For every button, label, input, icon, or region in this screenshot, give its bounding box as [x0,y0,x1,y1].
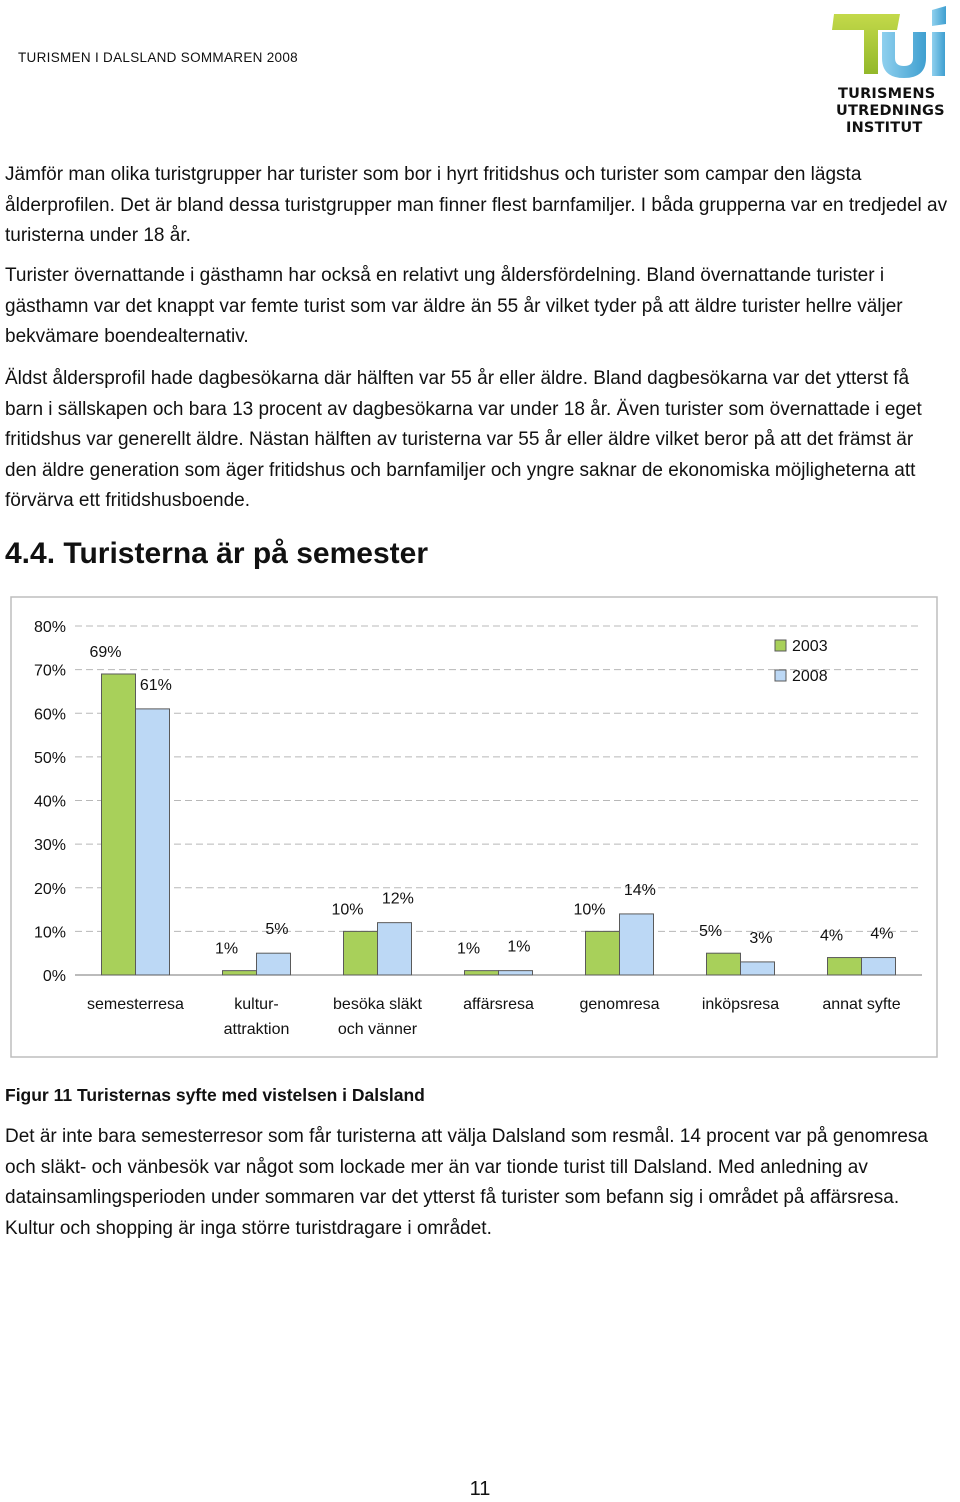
paragraph: Turister övernattande i gästhamn har också en relativt ung åldersfördelning. Bland övernattande turister i gästhamn var det knappt var femte turist som var äldre än 55 år vilket tyder på att äldre turister hellre väljer bekvämare boendealternativ. [5,265,903,347]
data-label: 69% [89,643,122,661]
paragraph: Jämför man olika turistgrupper har turister som bor i hyrt fritidshus och turister som campar den lägsta ålderprofilen. Det är bland dessa turistgrupper man finner flest barnfamiljer. I båda grupperna var en tredjedel av turisterna under 18 år. [5,164,948,246]
bar-2008 [862,958,896,975]
y-tick-label: 40% [33,793,66,811]
x-tick-label: semesterresa [87,996,184,1013]
y-tick-label: 60% [33,706,66,724]
bar-2008 [136,709,170,975]
bar-2003 [828,958,862,975]
legend-swatch [775,640,786,651]
bar-2008 [378,923,412,975]
logo-wordmark [838,86,958,137]
y-tick-label: 10% [33,924,66,942]
data-label: 4% [819,927,844,945]
bar-2003 [344,931,378,975]
y-tick-label: 50% [33,749,66,767]
logo-line: TURISMENS [838,86,936,102]
y-tick-label: 80% [33,619,66,636]
data-label: 12% [381,890,414,908]
legend-label: 2008 [792,668,828,685]
page-number: 11 [469,1478,491,1500]
figure-caption: Figur 11 Turisternas syfte med vistelsen i Dalsland [5,1085,425,1105]
data-label: 3% [749,929,773,947]
y-tick-label: 0% [42,968,66,985]
data-label: 1% [214,940,239,958]
bar-2003 [223,971,257,975]
chart-container [0,592,960,1071]
section-heading: 4.4. Turisterna är på semester [5,537,428,570]
data-label: 10% [331,901,364,919]
data-label: 1% [456,940,481,958]
x-tick-label: kultur- [234,996,279,1013]
running-header: TURISMEN I DALSLAND SOMMAREN 2008 [18,50,298,65]
bar-2003 [586,931,620,975]
bar-2008 [499,971,533,975]
y-tick-label: 70% [33,662,66,680]
data-label: 1% [507,938,531,956]
bar-chart [0,592,960,1066]
logo-line: INSTITUT [846,120,923,136]
data-label: 10% [573,901,606,919]
legend-label: 2003 [792,638,828,655]
bar-2003 [465,971,499,975]
x-tick-label: genomresa [579,996,660,1013]
data-label: 61% [139,676,172,694]
x-tick-label: och vänner [337,1021,418,1038]
bar-2003 [707,953,741,975]
x-tick-label: inköpsresa [701,996,780,1013]
bar-2008 [620,914,654,975]
x-tick-label: annat syfte [822,996,901,1013]
y-tick-label: 20% [33,880,66,898]
data-label: 5% [265,921,289,939]
y-tick-label: 30% [33,837,66,855]
x-tick-label: affärsresa [463,996,534,1013]
x-tick-label: attraktion [223,1021,290,1038]
x-tick-label: besöka släkt [333,996,422,1013]
logo-line: UTREDNINGS [836,103,945,119]
legend-swatch [775,670,786,681]
bar-2003 [102,674,136,975]
bar-2008 [257,953,291,975]
data-label: 4% [870,925,894,943]
paragraph: Äldst åldersprofil hade dagbesökarna där hälften var 55 år eller äldre. Bland dagbesökarna var det ytterst få barn i sällskapen och bara 13 procent av dagbesökarna var under 18 år. Även turister som övernattade i eget fritidshus var generellt äldre. Nästan hälften av turisterna var 55 år eller äldre vilket beror på att det främst är den äldre generation som äger fritidshus och barnfamiljer och yngre saknar de ekonomiska möjligheterna att förvärva ett fritidshusboende. [5,368,922,511]
data-label: 14% [623,881,656,899]
paragraph: Det är inte bara semesterresor som får turisterna att välja Dalsland som resmål. 14 procent var på genomresa och släkt- och vänbesök var något som lockade mer än var tionde turist till Dalsland. Med anledning av datainsamlingsperioden under sommaren var det ytterst få turister som befann sig i området på affärsresa. Kultur och shopping är inga större turistdragare i området. [5,1126,928,1239]
data-label: 5% [698,923,723,941]
bar-2008 [741,962,775,975]
